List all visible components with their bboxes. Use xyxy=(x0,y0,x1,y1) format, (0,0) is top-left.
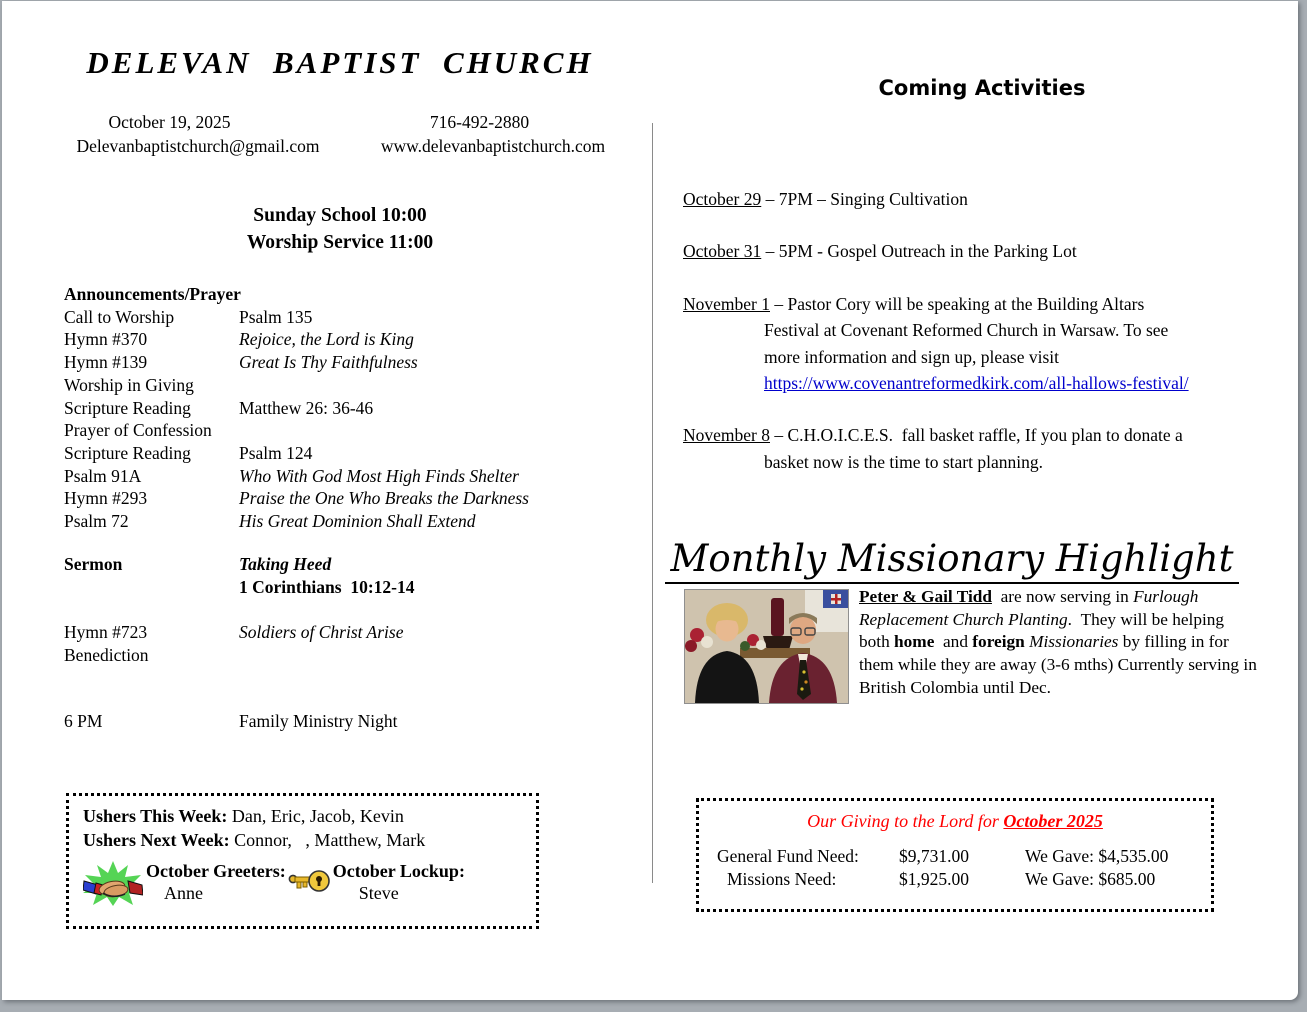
coming-activities-title: Coming Activities xyxy=(878,76,1086,100)
service-row-label: Hymn #293 xyxy=(64,488,148,509)
missionary-text-6: foreign xyxy=(972,632,1025,652)
lockup-label: October Lockup: xyxy=(332,861,465,881)
service-row xyxy=(64,283,529,306)
missionary-paragraph xyxy=(859,586,1258,700)
missionary-text-4: home xyxy=(894,632,935,652)
service-row-label: Hymn #139 xyxy=(64,352,148,373)
activity-date: November 1 xyxy=(683,293,770,314)
service-row xyxy=(64,306,529,329)
activity-item xyxy=(683,291,1268,397)
service-row-label: Worship in Giving xyxy=(64,374,194,395)
service-row-label: Psalm 72 xyxy=(64,511,129,532)
lockup-name: Steve xyxy=(358,883,399,903)
activity-text: – 5PM - Gospel Outreach in the Parking Lot xyxy=(761,241,1077,262)
missionary-couple-photo xyxy=(684,589,849,704)
service-row-label: Call to Worship xyxy=(64,306,175,327)
giving-rows xyxy=(699,845,1211,891)
missionary-text-5: and xyxy=(934,632,973,652)
closing-hymn-title: Soldiers of Christ Arise xyxy=(239,622,404,642)
service-row-label: Psalm 91A xyxy=(64,465,142,486)
greeters-lockup-row xyxy=(83,860,536,906)
service-row-label: Hymn #370 xyxy=(64,329,148,350)
giving-we-gave: We Gave: $4,535.00 xyxy=(1025,846,1169,866)
giving-label: Missions Need: xyxy=(727,869,837,889)
service-row xyxy=(64,510,529,533)
evening-service-row xyxy=(64,711,397,732)
document-page xyxy=(2,1,1298,1000)
activity-line xyxy=(683,291,1268,317)
activity-line: more information and sign up, please visit xyxy=(764,346,1060,367)
sermon-title: Taking Heed xyxy=(239,554,332,574)
ushers-next-week-names: Connor, , Matthew, Mark xyxy=(229,829,426,850)
service-row-value: Great Is Thy Faithfulness xyxy=(239,352,418,373)
activity-text: – 7PM – Singing Cultivation xyxy=(761,189,968,209)
giving-row xyxy=(699,868,1211,891)
giving-row xyxy=(699,845,1211,868)
service-times xyxy=(60,202,620,256)
giving-box xyxy=(696,798,1214,912)
service-row-value: Psalm 124 xyxy=(239,442,313,463)
service-row-value: His Great Dominion Shall Extend xyxy=(239,511,476,532)
service-row xyxy=(64,374,529,397)
service-date: October 19, 2025 xyxy=(108,112,231,132)
lockup-block xyxy=(333,860,465,904)
closing-hymn-block xyxy=(64,621,404,666)
closing-hymn-row xyxy=(64,621,404,644)
ushers-this-week xyxy=(83,805,536,829)
missionary-photo-image xyxy=(685,590,848,703)
greeters-label: October Greeters: xyxy=(146,861,286,881)
missionary-names: Peter & Gail Tidd xyxy=(859,587,992,606)
activity-line xyxy=(683,422,1268,448)
sermon-row xyxy=(64,553,415,599)
service-row-value: Rejoice, the Lord is King xyxy=(239,329,414,350)
giving-title-prefix: Our Giving to the Lord for xyxy=(807,811,1004,831)
greeters-name: Anne xyxy=(164,883,203,903)
church-email: Delevanbaptistchurch@gmail.com xyxy=(76,136,320,156)
evening-event: Family Ministry Night xyxy=(239,711,398,731)
missionary-highlight-title: Monthly Missionary Highlight xyxy=(662,537,1242,580)
worship-service-time: Worship Service 11:00 xyxy=(246,232,434,253)
service-row-value: Psalm 135 xyxy=(239,306,313,327)
ushers-next-week xyxy=(83,829,536,853)
activity-item xyxy=(683,238,1268,264)
activity-date: October 29 xyxy=(683,189,762,209)
activity-date: October 31 xyxy=(683,241,762,262)
missionary-text-9: by filling in for them while they are away (3-6 mths) Currently serving in British Colombia until Dec. xyxy=(859,632,1257,697)
sermon-label: Sermon xyxy=(64,554,123,574)
activity-line: basket now is the time to start planning. xyxy=(764,451,1043,472)
giving-month: October 2025 xyxy=(1003,811,1103,831)
service-row-value: Who With God Most High Finds Shelter xyxy=(239,465,519,486)
giving-label: General Fund Need: xyxy=(717,846,859,866)
ushers-this-week-names: Dan, Eric, Jacob, Kevin xyxy=(227,806,404,826)
activity-item xyxy=(683,186,1268,212)
church-name: DELEVAN BAPTIST CHURCH xyxy=(86,45,594,80)
sermon-detail xyxy=(239,553,415,599)
giving-we-gave: We Gave: $685.00 xyxy=(1025,869,1156,889)
evening-time: 6 PM xyxy=(64,711,103,731)
service-row-value: Matthew 26: 36-46 xyxy=(239,397,374,418)
ushers-this-week-label: Ushers This Week: xyxy=(83,806,228,826)
service-row-value: Praise the One Who Breaks the Darkness xyxy=(239,488,529,509)
service-row-label: Scripture Reading xyxy=(64,397,191,418)
giving-title xyxy=(699,811,1211,832)
service-row xyxy=(64,465,529,488)
greeters-block xyxy=(146,860,286,904)
activity-line: Festival at Covenant Reformed Church in Warsaw. To see xyxy=(764,320,1169,341)
service-row-label: Prayer of Confession xyxy=(64,420,212,441)
service-row xyxy=(64,397,529,420)
service-row xyxy=(64,328,529,351)
missionary-text-3: . They will be helping both xyxy=(859,609,1225,652)
activity-item xyxy=(683,422,1268,475)
service-row-label: Announcements/Prayer xyxy=(64,284,241,304)
church-website: www.delevanbaptistchurch.com xyxy=(380,136,606,156)
service-row xyxy=(64,487,529,510)
service-row xyxy=(64,351,529,374)
handshake-icon xyxy=(83,860,143,906)
key-icon xyxy=(288,864,330,898)
activities-list xyxy=(683,186,1268,501)
benediction-label: Benediction xyxy=(64,644,149,665)
activity-date: November 8 xyxy=(683,425,770,446)
closing-hymn-label: Hymn #723 xyxy=(64,622,148,642)
festival-link[interactable]: https://www.covenantreformedkirk.com/all-hallows-festival/ xyxy=(764,373,1189,394)
column-divider xyxy=(652,123,653,883)
order-of-service xyxy=(64,283,529,533)
service-row-label: Scripture Reading xyxy=(64,442,191,463)
missionary-text-2: Furlough Replacement Church Planting xyxy=(859,587,1199,629)
sermon-passage: 1 Corinthians 10:12-14 xyxy=(239,577,415,597)
church-phone: 716-492-2880 xyxy=(429,112,530,132)
sunday-school-time: Sunday School 10:00 xyxy=(253,205,427,226)
activity-text: – C.H.O.I.C.E.S. fall basket raffle, If you plan to donate a xyxy=(770,425,1183,446)
giving-amount: $9,731.00 xyxy=(899,846,969,866)
missionary-text-1: are now serving in xyxy=(991,587,1134,606)
ushers-box xyxy=(66,793,539,929)
service-row xyxy=(64,419,529,442)
giving-amount: $1,925.00 xyxy=(899,869,969,889)
activity-text: – Pastor Cory will be speaking at the Building Altars xyxy=(770,293,1145,314)
missionary-text-8: Missionaries xyxy=(1029,632,1119,652)
service-row xyxy=(64,442,529,465)
ushers-next-week-label: Ushers Next Week: xyxy=(83,829,230,850)
